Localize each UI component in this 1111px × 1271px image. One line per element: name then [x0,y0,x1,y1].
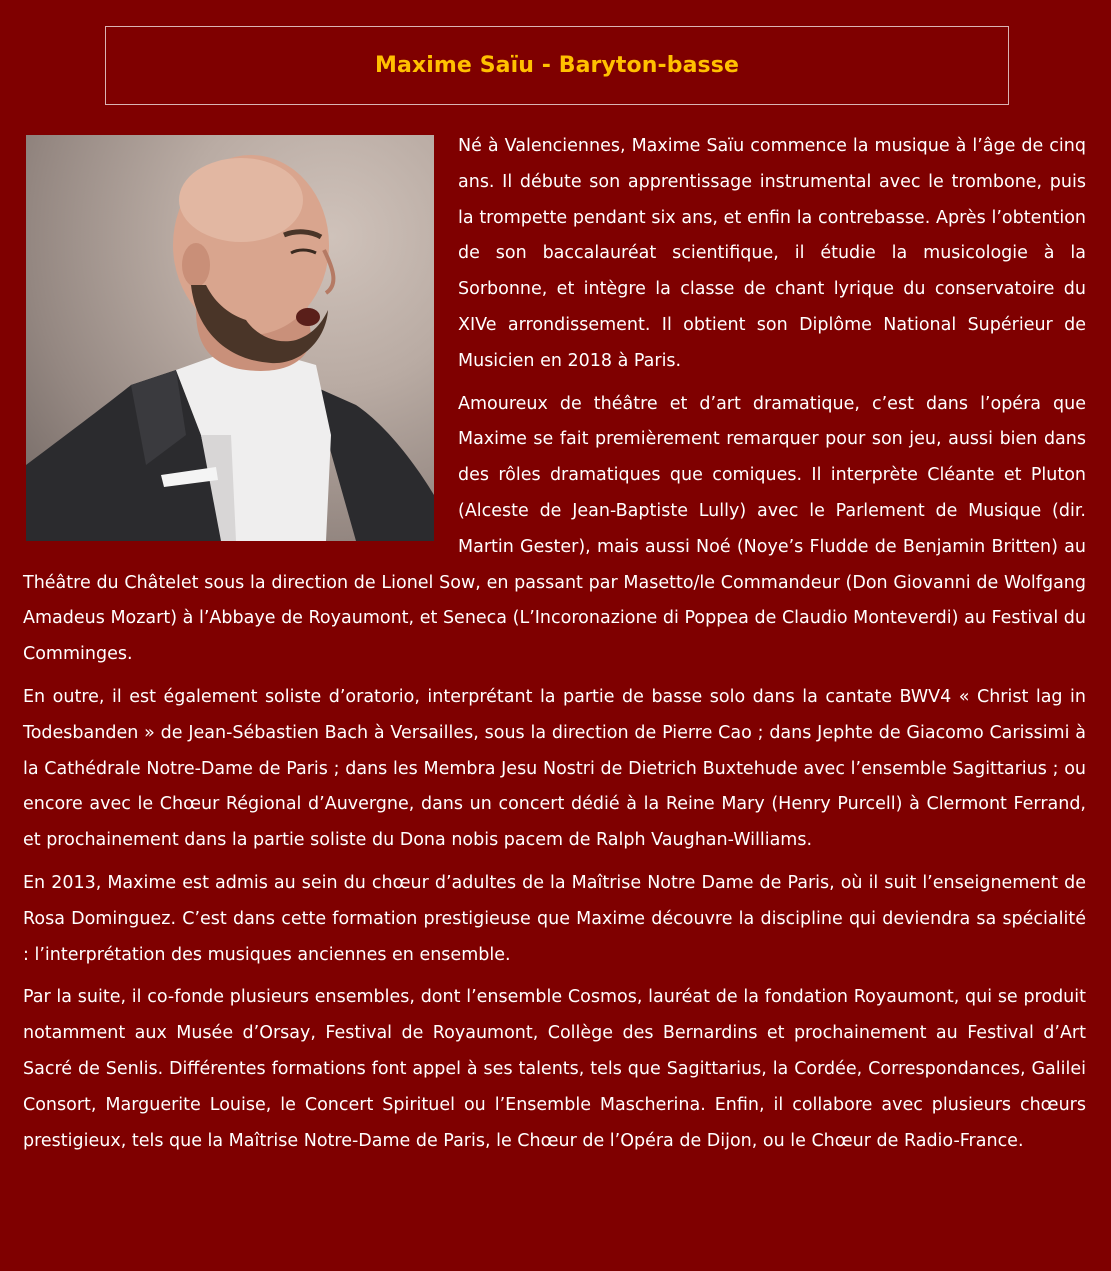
page-title: Maxime Saïu - Baryton-basse [375,53,739,78]
bio-paragraph-3: En outre, il est également soliste d’oratorio, interprétant la partie de basse solo dans la cantate BWV4 « Christ lag in Todesbanden » de Jean-Sébastien Bach à Versailles, sous la direction de Pierre Cao ; dans Jephte de Giacomo Carissimi à la Cathédrale Notre-Dame de Paris ; dans les Membra Jesu Nostri de Dietrich Buxtehude avec l’ensemble Sagittarius ; ou encore avec le Chœur Régional d’Auvergne, dans un concert dédié à la Reine Mary (Henry Purcell) à Clermont Ferrand, et prochainement dans la partie soliste du Dona nobis pacem de Ralph Vaughan-Williams. [23,686,1086,851]
title-box [105,26,1009,105]
portrait-photo [26,135,434,541]
bio-paragraph-5: Par la suite, il co-fonde plusieurs ensembles, dont l’ensemble Cosmos, lauréat de la fondation Royaumont, qui se produit notamment aux Musée d’Orsay, Festival de Royaumont, Collège des Bernardins et prochainement au Festival d’Art Sacré de Senlis. Différentes formations font appel à ses talents, tels que Sagittarius, la Cordée, Correspondances, Galilei Consort, Marguerite Louise, le Concert Spirituel ou l’Ensemble Mascherina. Enfin, il collabore avec plusieurs chœurs prestigieux, tels que la Maîtrise Notre-Dame de Paris, le Chœur de l’Opéra de Dijon, ou le Chœur de Radio-France. [23,987,1086,1151]
biography-content [23,129,1086,1166]
bio-paragraph-1: Né à Valenciennes, Maxime Saïu commence la musique à l’âge de cinq ans. Il débute son apprentissage instrumental avec le trombone, puis la trompette pendant six ans, et enfin la contrebasse. Après l’obtention de son baccalauréat scientifique, il étudie la musicologie à la Sorbonne, et intègre la classe de chant lyrique du conservatoire du XIVe arrondissement. Il obtient son Diplôme National Supérieur de Musicien en 2018 à Paris. [458,136,1086,371]
portrait-illustration [26,135,434,541]
bio-paragraph-2: Amoureux de théâtre et d’art dramatique, c’est dans l’opéra que Maxime se fait premièrement remarquer pour son jeu, aussi bien dans des rôles dramatiques que comiques. Il interprète Cléante et Pluton (Alceste de Jean-Baptiste Lully) avec le Parlement de Musique (dir. Martin Gester), mais aussi Noé (Noye’s Fludde de Benjamin Britten) au Théâtre du Châtelet sous la direction de Lionel Sow, en passant par Masetto/le Commandeur (Don Giovanni de Wolfgang Amadeus Mozart) à l’Abbaye de Royaumont, et Seneca (L’Incoronazione di Poppea de Claudio Monteverdi) au Festival du Comminges. [23,393,1086,665]
bio-paragraph-4: En 2013, Maxime est admis au sein du chœur d’adultes de la Maîtrise Notre Dame de Paris, où il suit l’enseignement de Rosa Dominguez. C’est dans cette formation prestigieuse que Maxime découvre la discipline qui deviendra sa spécialité : l’interprétation des musiques anciennes en ensemble. [23,872,1086,965]
